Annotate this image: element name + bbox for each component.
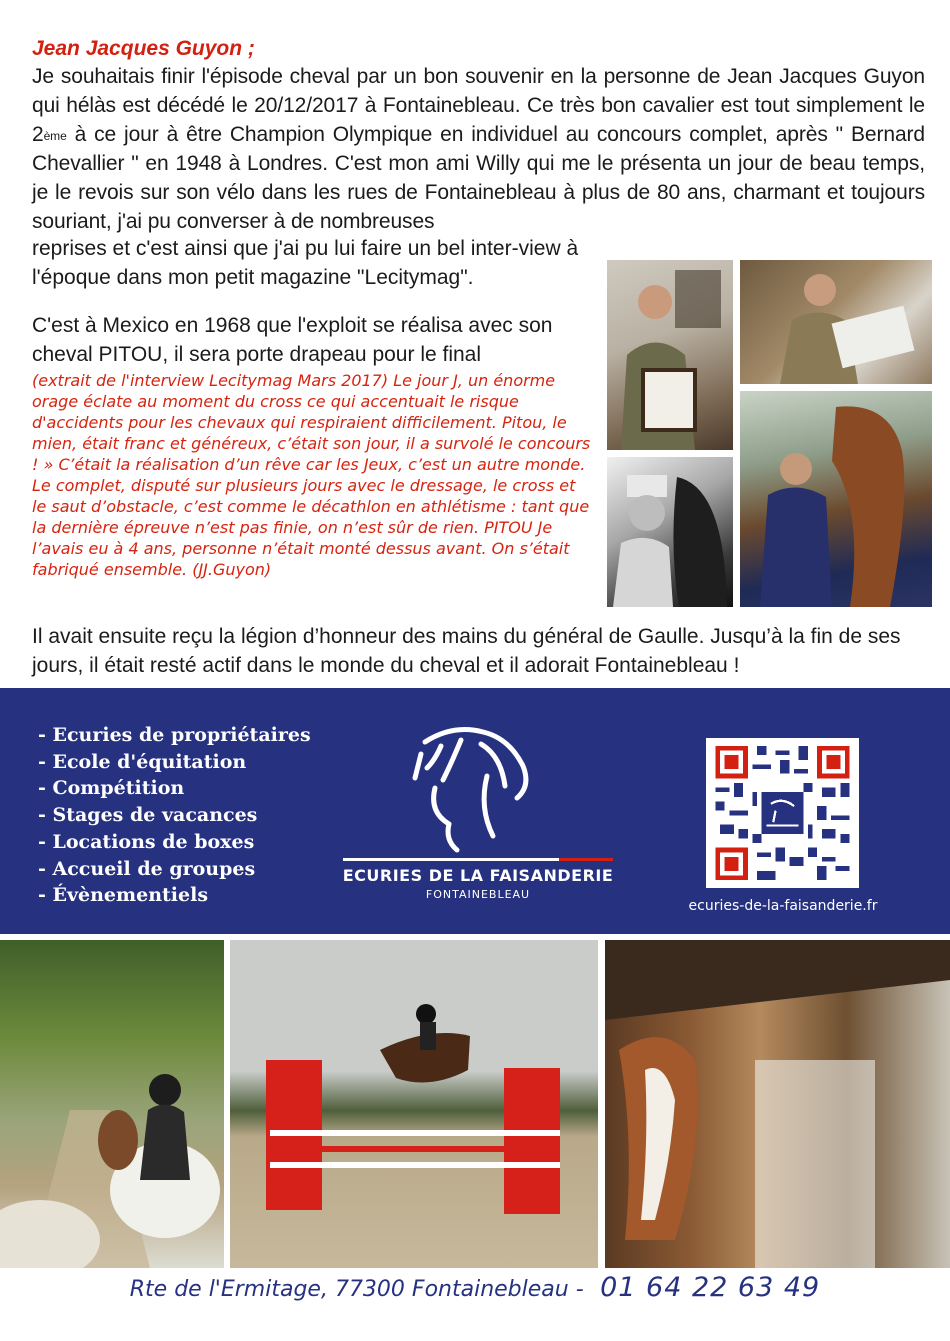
photo-soldier-with-horse [607,457,733,607]
logo-divider [343,858,613,861]
article [32,36,928,677]
footer [0,1272,950,1303]
article-closing: Il avait ensuite reçu la légion d’honneur des mains du général de Gaulle. Jusqu’à la fin de ses jours, il était resté actif dans le monde du cheval et il adorait Fontainebleau ! [32,625,901,677]
article-title: Jean Jacques Guyon ; [32,37,255,60]
footer-address: Rte de l'Ermitage, 77300 Fontainebleau - [129,1277,584,1302]
interview-quote: (extrait de l'interview Lecitymag Mars 2017) Le jour J, un énorme orage éclate au moment du cross ce qui accentuait le risque d'accidents pour les chevaux qui respiraient difficilement. Pitou, le mien, était franc et généreux, c’était son jour, il a survolé le concours ! » C’était la réalisation d’un rêve car les Jeux, c’est un autre monde. Le complet, disputé sur plusieurs jours avec le dressage, le cross et le saut d’obstacle, c’est comme le décathlon en athlétisme : tant que la dernière épreuve n’est pas finie, on n’est sûr de rien. PITOU Je l’avais eu à 4 ans, personne n’était monté dessus avant. On s’était fabriqué ensemble. (JJ.Guyon) [32,371,591,579]
service-item: - Ecuries de propriétaires [38,724,311,746]
service-item: - Stages de vacances [38,804,258,827]
article-lead [32,62,925,236]
lead-superscript: ème [43,129,67,143]
lead-text-a: Je souhaitais finir l'épisode cheval par un bon souvenir en la personne de Jean Jacques Guyon qui hélàs est décédé le 20/12/2017 à Fontainebleau. Ce très bon cavalier est tout simplement le 2 [32,65,925,146]
footer-phone[interactable]: 01 64 22 63 49 [600,1272,821,1303]
article-paragraph-mexico: C'est à Mexico en 1968 que l'exploit se réalisa avec son cheval PITOU, il sera porte drapeau pour le final [32,314,553,366]
service-item: - Locations de boxes [38,830,255,853]
photo-guyon-reading [740,260,932,384]
photo-show-jumping [230,940,598,1268]
stables-ad-banner [0,688,950,934]
services-list [38,722,311,909]
photo-trail-ride [0,940,224,1268]
photo-guyon-with-painting [607,260,733,450]
service-item: - Compétition [38,777,185,800]
photo-stable-boxes [605,940,950,1268]
qr-code-icon[interactable] [706,738,859,888]
article-paragraph-reprises: reprises et c'est ainsi que j'ai pu lui faire un bel inter-view à l'époque dans mon petit magazine "Lecitymag". [32,237,579,289]
logo-city: FONTAINEBLEAU [425,888,531,901]
service-item: - Ecole d'équitation [38,750,247,773]
website-link[interactable]: ecuries-de-la-faisanderie.fr [688,898,878,914]
lead-text-b: à ce jour à être Champion Olympique en individuel au concours complet, après " Bernard Chevallier " en 1948 à Londres. C'est mon ami Willy qui me le présenta un jour de beau temps, je le revois sur son vélo dans les rues de Fontainebleau à plus de 80 ans, charmant et toujours souriant, j'ai pu converser à de nombreuses [32,123,925,233]
service-item: - Évènementiels [38,884,209,907]
service-item: - Accueil de groupes [38,857,256,880]
photo-rider-with-horse [740,391,932,607]
logo-name: ECURIES DE LA FAISANDERIE [342,866,614,885]
horse-head-icon [405,716,537,856]
